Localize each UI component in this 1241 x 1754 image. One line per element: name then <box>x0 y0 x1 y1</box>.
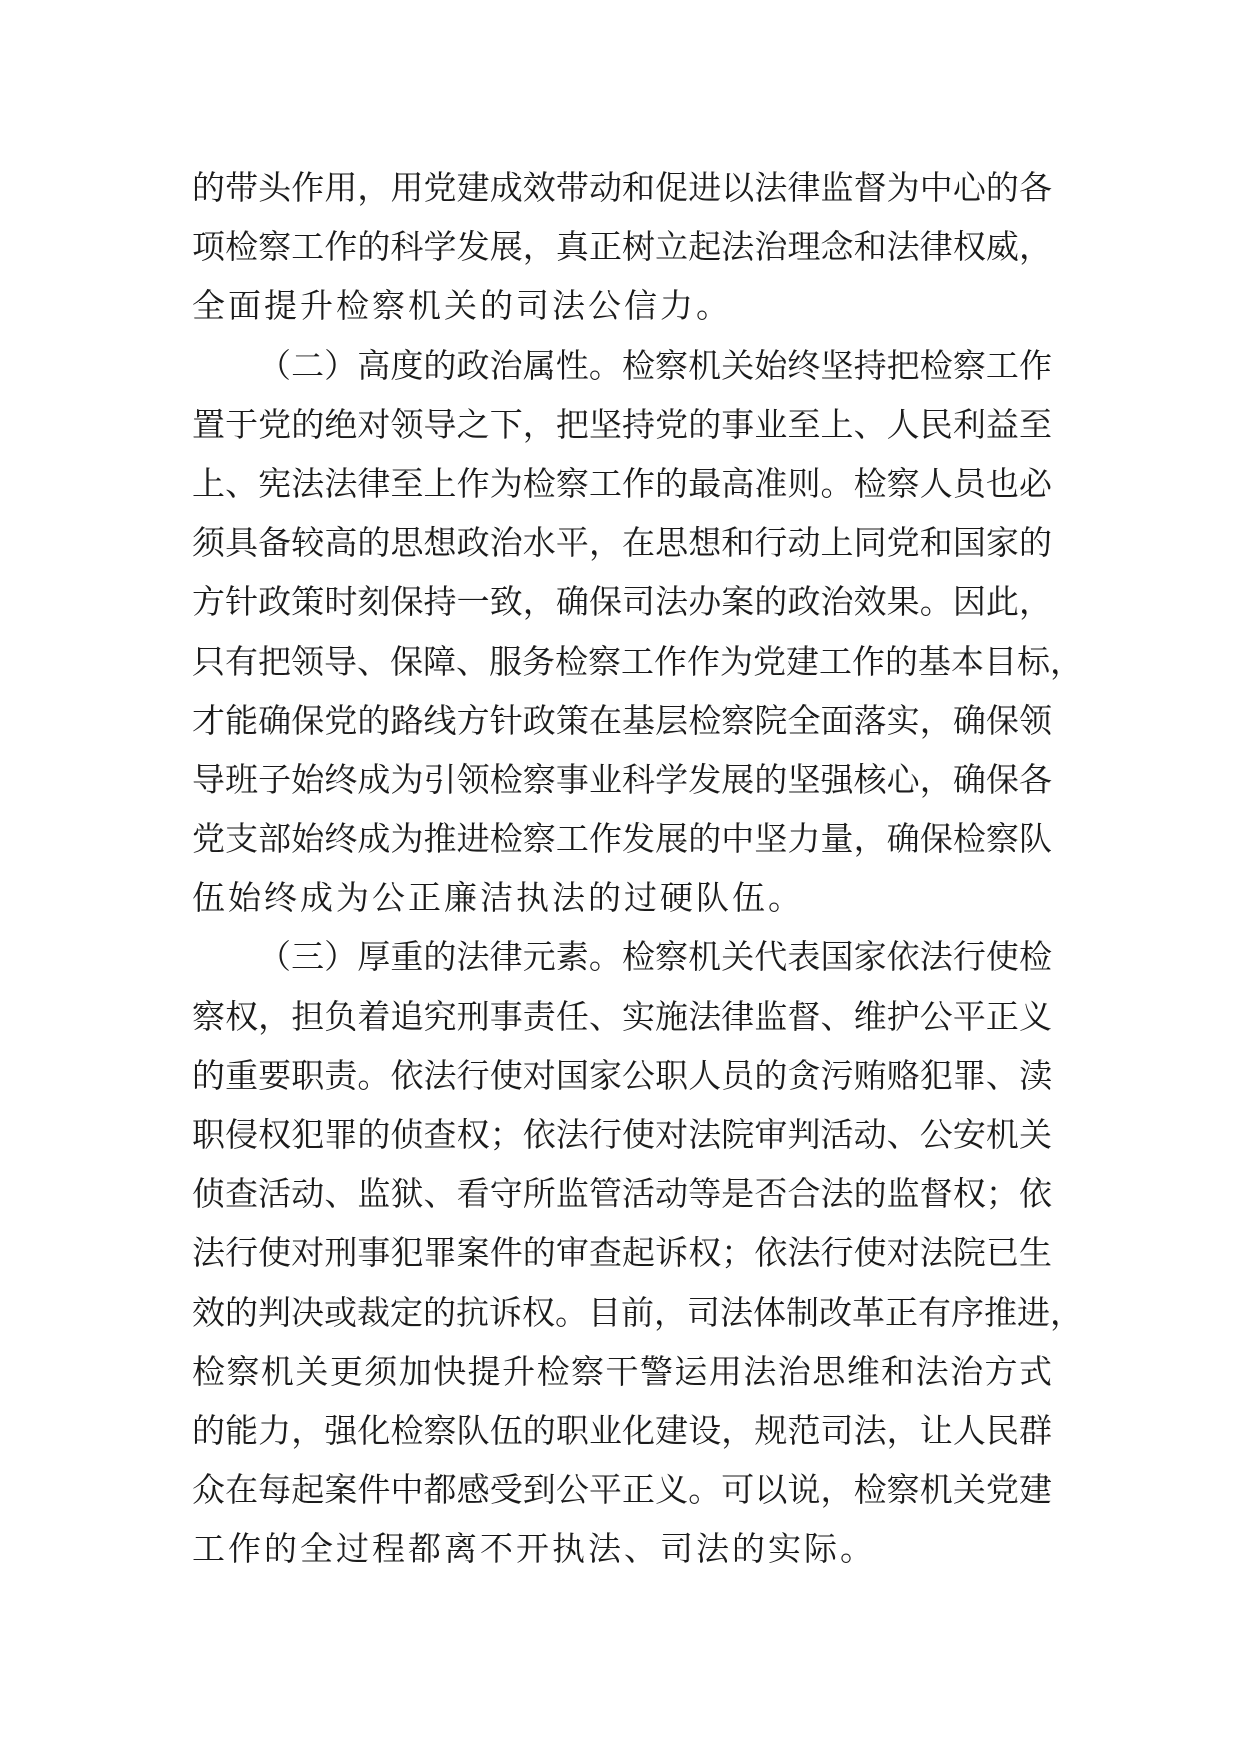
text-line: （三）厚重的法律元素。检察机关代表国家依法行使检 <box>258 937 1052 977</box>
text-line: 方针政策时刻保持一致，确保司法办案的政治效果。因此， <box>192 582 1052 622</box>
document-body <box>192 158 1083 1579</box>
text-line: 只有把领导、保障、服务检察工作作为党建工作的基本目标， <box>192 641 1083 681</box>
text-line: 效的判决或裁定的抗诉权。目前，司法体制改革正有序推进， <box>192 1292 1083 1332</box>
text-line: 职侵权犯罪的侦查权；依法行使对法院审判活动、公安机关 <box>192 1115 1052 1154</box>
text-line: 才能确保党的路线方针政策在基层检察院全面落实，确保领 <box>192 700 1052 740</box>
text-line: 全面提升检察机关的司法公信力。 <box>192 286 732 326</box>
text-line: 置于党的绝对领导之下，把坚持党的事业至上、人民利益至 <box>192 404 1052 444</box>
paragraph-political-attribute <box>192 336 1083 928</box>
text-line: 项检察工作的科学发展，真正树立起法治理念和法律权威， <box>192 227 1052 267</box>
text-line: 工作的全过程都离不开执法、司法的实际。 <box>192 1529 876 1569</box>
text-line: 须具备较高的思想政治水平，在思想和行动上同党和国家的 <box>192 523 1052 563</box>
text-line: 的重要职责。依法行使对国家公职人员的贪污贿赂犯罪、渎 <box>192 1055 1052 1095</box>
paragraph-continuation <box>192 158 1052 336</box>
text-line: 上、宪法法律至上作为检察工作的最高准则。检察人员也必 <box>192 463 1052 503</box>
text-line: 的能力，强化检察队伍的职业化建设，规范司法，让人民群 <box>192 1410 1052 1450</box>
text-line: 法行使对刑事犯罪案件的审查起诉权；依法行使对法院已生 <box>192 1233 1052 1273</box>
text-line: 导班子始终成为引领检察事业科学发展的坚强核心，确保各 <box>192 759 1052 799</box>
text-line: （二）高度的政治属性。检察机关始终坚持把检察工作 <box>258 345 1052 385</box>
text-line: 侦查活动、监狱、看守所监管活动等是否合法的监督权；依 <box>192 1174 1052 1214</box>
text-line: 党支部始终成为推进检察工作发展的中坚力量，确保检察队 <box>192 819 1052 859</box>
text-line: 检察机关更须加快提升检察干警运用法治思维和法治方式 <box>192 1351 1052 1391</box>
text-line: 伍始终成为公正廉洁执法的过硬队伍。 <box>192 878 804 918</box>
text-line: 察权，担负着追究刑事责任、实施法律监督、维护公平正义 <box>192 996 1052 1036</box>
text-line: 的带头作用，用党建成效带动和促进以法律监督为中心的各 <box>192 168 1052 207</box>
text-line: 众在每起案件中都感受到公平正义。可以说，检察机关党建 <box>192 1470 1052 1510</box>
paragraph-legal-element <box>192 927 1083 1578</box>
